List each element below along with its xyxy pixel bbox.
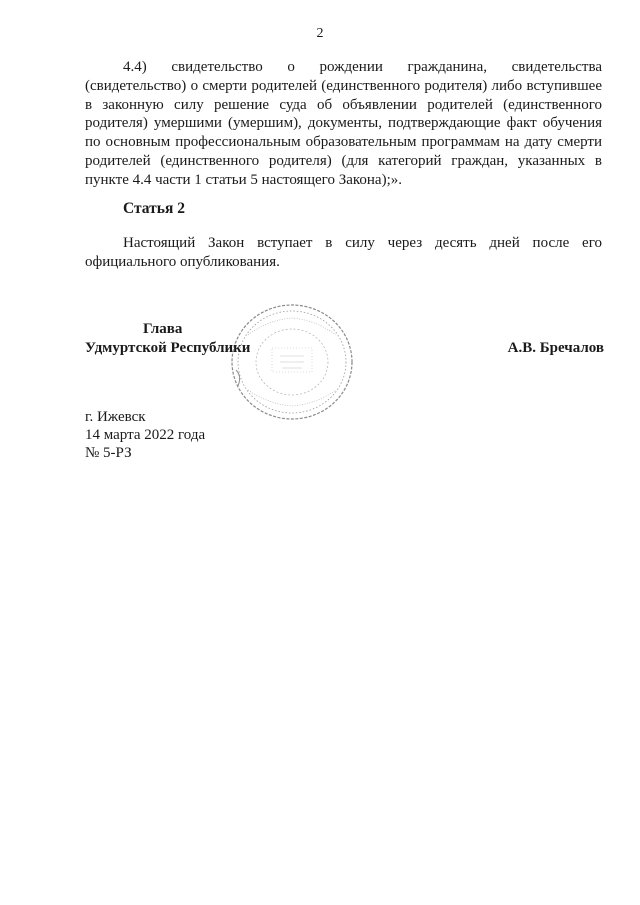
page-number: 2 bbox=[316, 26, 324, 41]
paragraph-entry-into-force: Настоящий Закон вступает в силу через десять дней после его официального опубликования. bbox=[85, 235, 602, 270]
paragraph-item-4-4: 4.4) свидетельство о рождении гражданина, свидетельства (свидетельство) о смерти родителей (единственного родителя) либо вступившее в законную силу решение суда об объявлении родителей (единственного родителя) умершими (умершим), документы, подтверждающие факт обучения по основным профессиональным образовательным программам на дату смерти родителей (единственного родителя) (для категорий граждан, указанных в пункте 4.4 части 1 статьи 5 настоящего Закона);». bbox=[85, 59, 602, 188]
article-heading: Статья 2 bbox=[123, 200, 185, 217]
footer-date: 14 марта 2022 года bbox=[85, 427, 206, 443]
footer-law-number: № 5-РЗ bbox=[85, 445, 132, 461]
footer-city: г. Ижевск bbox=[85, 409, 146, 425]
signature-organization: Удмуртской Республики bbox=[85, 340, 251, 356]
signatory-name: А.В. Бречалов bbox=[507, 340, 604, 356]
official-seal-stamp bbox=[228, 300, 356, 424]
signature-title: Глава bbox=[143, 321, 183, 337]
